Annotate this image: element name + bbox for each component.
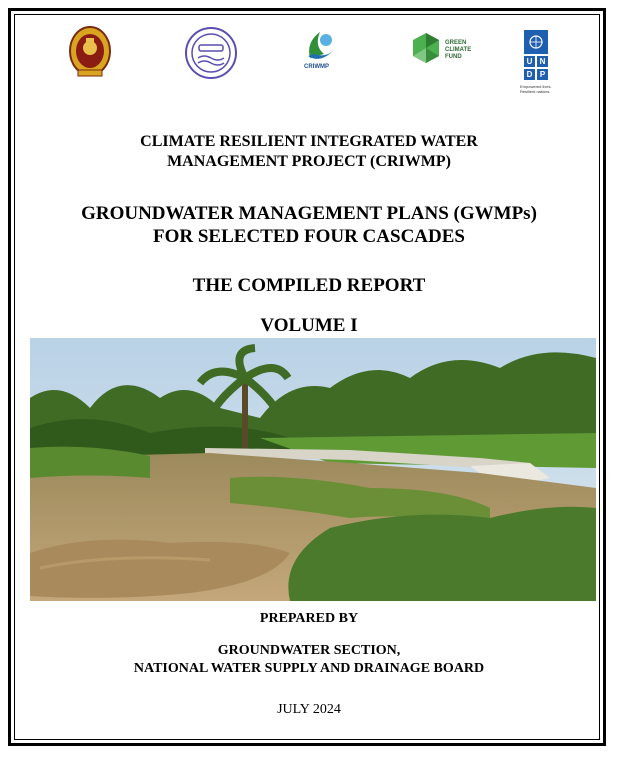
report-title-line-2: FOR SELECTED FOUR CASCADES	[153, 226, 465, 247]
undp-tagline-2: Resilient nations.	[520, 89, 551, 94]
gcf-line-3: FUND	[445, 54, 462, 60]
undp-letter-u: U	[524, 56, 535, 67]
project-name-line-2: MANAGEMENT PROJECT (CRIWMP)	[167, 153, 451, 170]
undp-tagline-1: Empowered lives.	[520, 84, 552, 89]
criwmp-label: CRIWMP	[304, 64, 329, 70]
undp-letter-n: N	[537, 56, 548, 67]
project-name-line-1: CLIMATE RESILIENT INTEGRATED WATER	[140, 133, 478, 150]
undp-letter-d: D	[524, 69, 535, 80]
prepared-by-label: PREPARED BY	[259, 611, 359, 626]
gcf-line-2: CLIMATE	[445, 47, 472, 53]
sri-lanka-emblem-logo	[68, 24, 112, 80]
gcf-line-1: GREEN	[445, 40, 467, 46]
undp-logo	[522, 30, 558, 100]
undp-letter-p: P	[537, 69, 548, 80]
criwmp-logo	[302, 28, 338, 74]
report-subtitle: THE COMPILED REPORT	[192, 275, 426, 296]
prepared-org-line-1: GROUNDWATER SECTION,	[217, 643, 401, 658]
cover-photo	[30, 338, 596, 601]
green-climate-fund-logo	[410, 32, 480, 72]
report-title-line-1: GROUNDWATER MANAGEMENT PLANS (GWMPs)	[81, 203, 537, 224]
undp-emblem	[524, 30, 548, 54]
prepared-org-line-2: NATIONAL WATER SUPPLY AND DRAINAGE BOARD	[133, 661, 485, 676]
water-board-logo	[184, 26, 238, 80]
volume-label: VOLUME I	[260, 315, 358, 336]
report-date: JULY 2024	[277, 702, 341, 717]
